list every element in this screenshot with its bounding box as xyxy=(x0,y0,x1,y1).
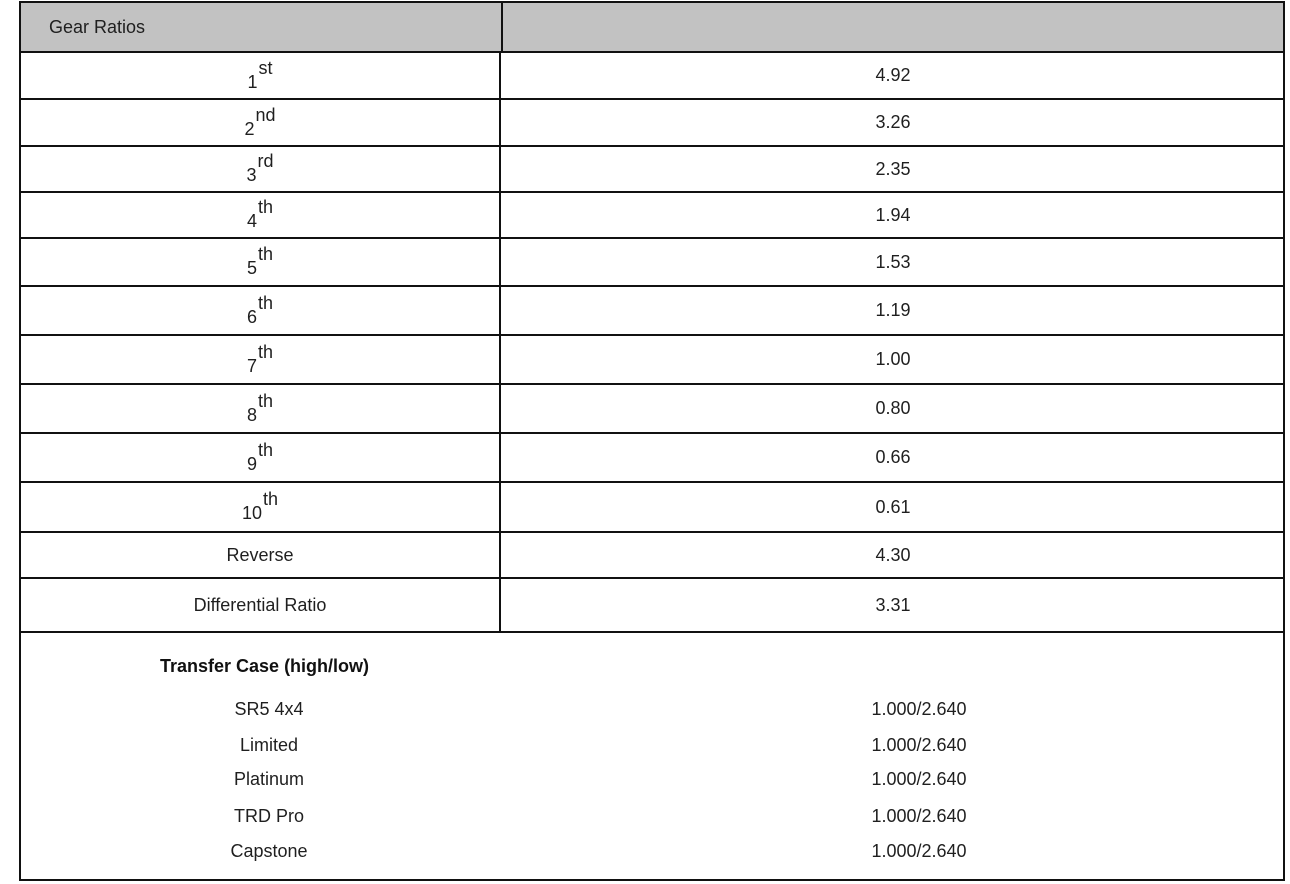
trim-label: Platinum xyxy=(233,769,305,789)
gear-value: 1.94 xyxy=(875,204,911,225)
gear-value-cell xyxy=(501,336,1285,383)
gear-label-cell xyxy=(21,336,501,383)
reverse-value: 4.30 xyxy=(875,544,911,565)
gear-value-cell xyxy=(501,483,1285,531)
list-item xyxy=(21,806,1283,830)
header-divider xyxy=(501,3,503,53)
gear-number: 5 xyxy=(246,258,257,278)
table-row xyxy=(21,533,1283,579)
trim-label: TRD Pro xyxy=(233,806,304,826)
gear-label-cell xyxy=(21,483,501,531)
gear-suffix: rd xyxy=(257,151,274,171)
table-row xyxy=(21,147,1283,193)
gear-value-cell xyxy=(501,239,1285,285)
list-item xyxy=(21,841,1283,865)
gear-suffix: th xyxy=(263,489,279,509)
gear-ordinal xyxy=(246,341,274,376)
transfer-case-section xyxy=(21,633,1283,881)
gear-number: 6 xyxy=(246,306,257,327)
table-row xyxy=(21,336,1283,385)
gear-suffix: th xyxy=(258,244,274,264)
gear-number: 10 xyxy=(241,503,262,523)
gear-value: 1.53 xyxy=(875,251,911,272)
gear-ratios-table xyxy=(19,1,1285,881)
gear-value: 0.61 xyxy=(875,496,911,517)
list-item xyxy=(21,699,1283,723)
gear-suffix: st xyxy=(258,57,273,78)
gear-value: 3.26 xyxy=(875,112,911,132)
gear-value: 1.19 xyxy=(875,300,911,320)
table-row xyxy=(21,193,1283,239)
table-row xyxy=(21,483,1283,533)
gear-suffix: th xyxy=(258,341,274,362)
gear-ordinal xyxy=(246,292,274,327)
gear-ordinal xyxy=(246,197,274,231)
gear-number: 8 xyxy=(246,404,257,425)
row-value-cell xyxy=(501,579,1285,631)
gear-value-cell xyxy=(501,287,1285,334)
trim-ratio: 1.000/2.640 xyxy=(871,769,967,789)
gear-number: 3 xyxy=(246,165,257,185)
gear-suffix: th xyxy=(258,390,274,411)
trim-ratio: 1.000/2.640 xyxy=(871,735,967,755)
trim-label: Capstone xyxy=(230,841,308,861)
gear-number: 9 xyxy=(246,453,257,474)
gear-value-cell xyxy=(501,385,1285,432)
list-item xyxy=(21,769,1283,793)
row-label-cell xyxy=(21,533,501,577)
gear-ordinal xyxy=(246,439,274,474)
list-item xyxy=(21,735,1283,759)
gear-label-cell xyxy=(21,193,501,237)
row-value-cell xyxy=(501,533,1285,577)
table-row xyxy=(21,385,1283,434)
reverse-label: Reverse xyxy=(226,544,294,565)
gear-value: 0.66 xyxy=(875,447,911,467)
gear-ordinal xyxy=(241,489,279,523)
differential-ratio-label: Differential Ratio xyxy=(193,594,327,615)
gear-value: 0.80 xyxy=(875,398,911,418)
gear-value-cell xyxy=(501,193,1285,237)
gear-number: 7 xyxy=(246,355,257,376)
gear-label-cell xyxy=(21,385,501,432)
gear-ordinal xyxy=(244,104,276,139)
gear-value-cell xyxy=(501,434,1285,481)
table-row xyxy=(21,434,1283,483)
trim-ratio: 1.000/2.640 xyxy=(871,699,967,719)
differential-ratio-value: 3.31 xyxy=(875,594,911,615)
row-label-cell xyxy=(21,579,501,631)
gear-label-cell xyxy=(21,434,501,481)
gear-value: 4.92 xyxy=(875,65,911,85)
table-header xyxy=(21,3,1283,53)
table-row xyxy=(21,579,1283,633)
table-row xyxy=(21,100,1283,147)
gear-label-cell xyxy=(21,239,501,285)
gear-label-cell xyxy=(21,100,501,145)
trim-ratio: 1.000/2.640 xyxy=(871,841,967,861)
table-row xyxy=(21,239,1283,287)
gear-rows xyxy=(21,53,1283,633)
trim-ratio: 1.000/2.640 xyxy=(871,806,967,826)
gear-number: 1 xyxy=(247,71,258,92)
gear-value-cell xyxy=(501,53,1285,98)
gear-value-cell xyxy=(501,147,1285,191)
gear-ordinal xyxy=(246,244,274,278)
gear-suffix: nd xyxy=(255,104,276,125)
gear-label-cell xyxy=(21,53,501,98)
gear-value: 1.00 xyxy=(875,349,911,369)
gear-ordinal xyxy=(246,151,274,185)
trim-label: SR5 4x4 xyxy=(234,699,304,719)
table-row xyxy=(21,53,1283,100)
gear-label-cell xyxy=(21,147,501,191)
table-row xyxy=(21,287,1283,336)
gear-ordinal xyxy=(246,390,274,425)
gear-suffix: th xyxy=(258,439,274,460)
gear-ordinal xyxy=(247,57,273,92)
gear-value: 2.35 xyxy=(875,158,911,179)
table-title: Gear Ratios xyxy=(49,17,146,37)
gear-number: 4 xyxy=(246,211,257,231)
gear-value-cell xyxy=(501,100,1285,145)
gear-number: 2 xyxy=(244,118,255,139)
gear-label-cell xyxy=(21,287,501,334)
gear-suffix: th xyxy=(258,197,274,217)
trim-label: Limited xyxy=(239,735,299,755)
transfer-case-title: Transfer Case (high/low) xyxy=(160,656,370,676)
gear-suffix: th xyxy=(258,292,274,313)
